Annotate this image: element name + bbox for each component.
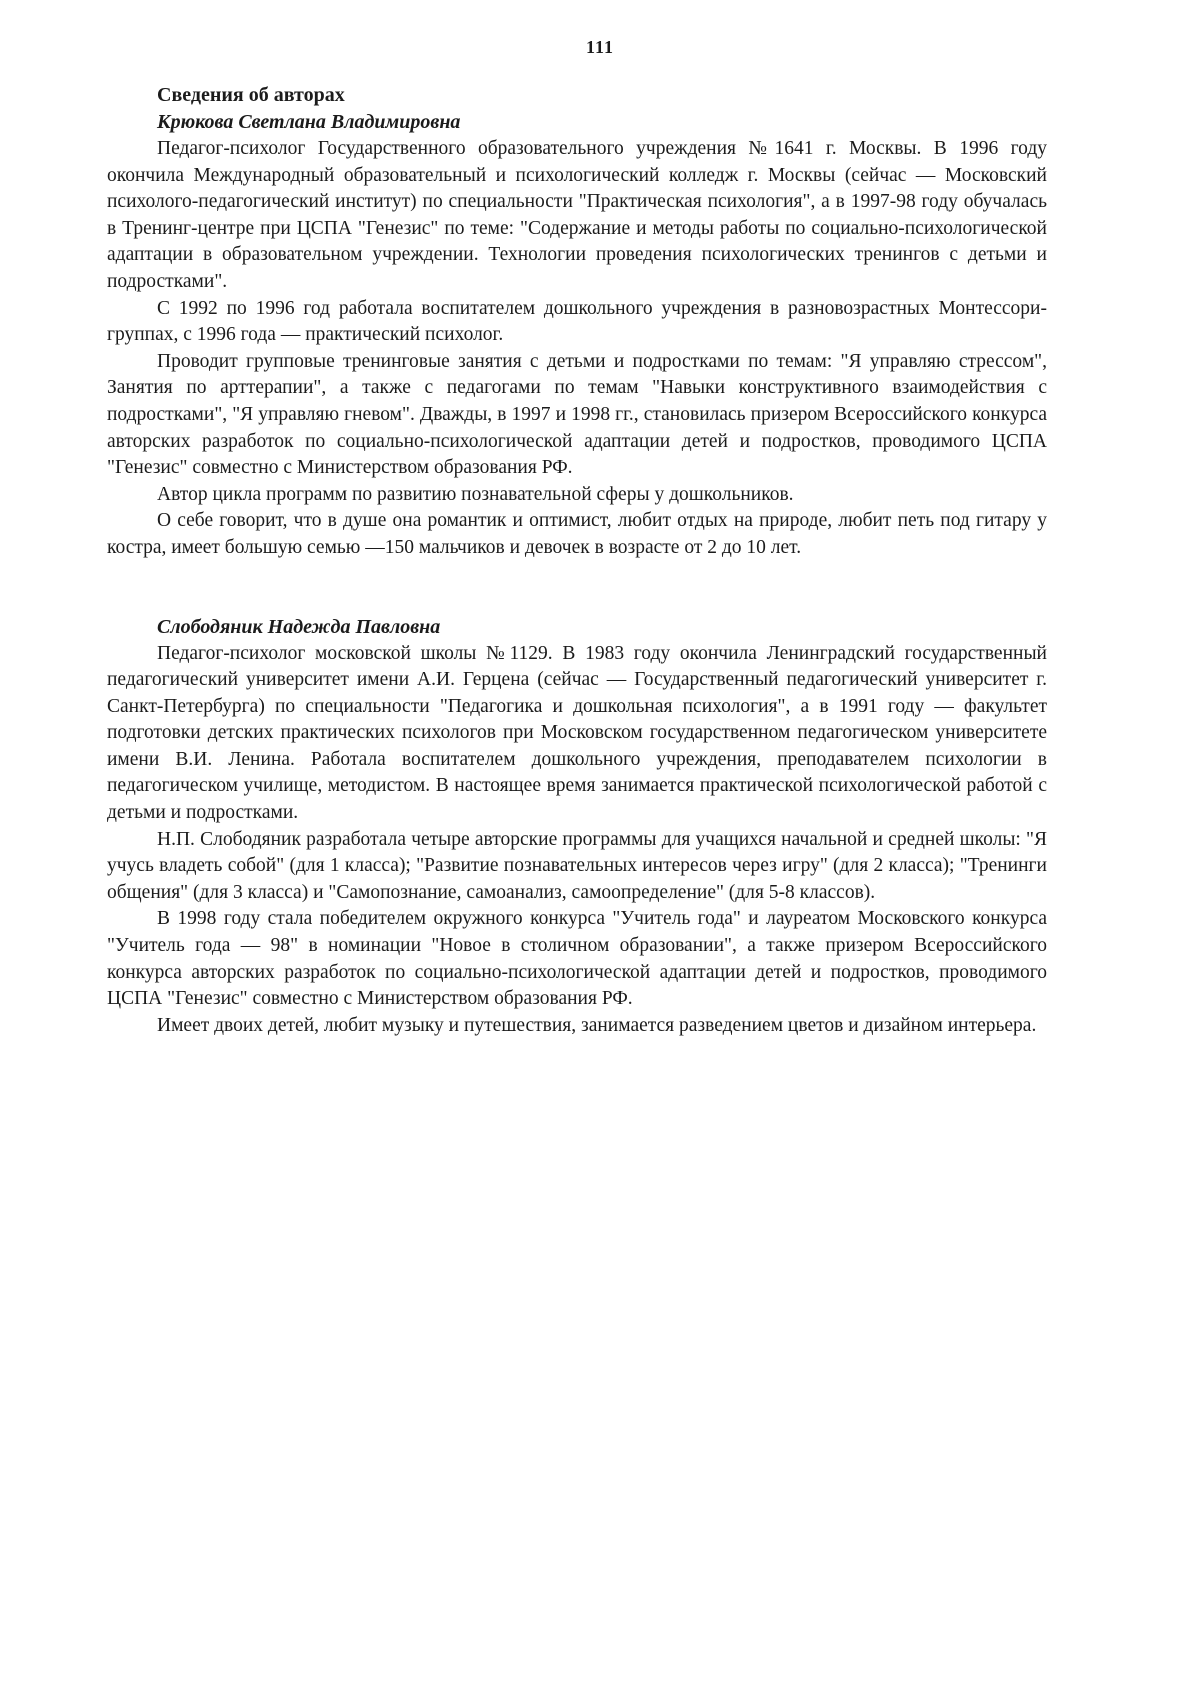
bio-paragraph: Имеет двоих детей, любит музыку и путешествия, занимается разведением цветов и дизайном интерьера. [157, 1014, 1037, 1036]
author-name: Крюкова Светлана Владимировна [157, 111, 461, 133]
bio-paragraph: Автор цикла программ по развитию познавательной сферы у дошкольников. [157, 483, 794, 505]
page-content [107, 82, 1047, 1039]
section-title: Сведения об авторах [157, 84, 345, 106]
page-number: 111 [585, 37, 614, 57]
author-section-kryukova [107, 109, 1047, 562]
bio-paragraph: С 1992 по 1996 год работала воспитателем дошкольного учреждения в разновозрастных Монтессори-группах, с 1996 года — практический психолог. [107, 297, 1047, 346]
author-name: Слободяник Надежда Павловна [157, 615, 441, 638]
bio-paragraph: Проводит групповые тренинговые занятия с детьми и подростками по темам: "Я управляю стрессом", Занятия по арттерапии", а также с педагогами по темам "Навыки конструктивного взаимодействия с подростками", "Я управляю гневом". Дважды, в 1997 и 1998 гг., становилась призером Всероссийского конкурса авторских разработок по социально-психологической адаптации детей и подростков, проводимого ЦСПА "Генезис" совместно с Министерством образования РФ. [107, 350, 1047, 479]
author-section-slobodyanik [107, 614, 1047, 1040]
bio-paragraph: В 1998 году стала победителем окружного конкурса "Учитель года" и лауреатом Московского конкурса "Учитель года — 98" в номинации "Новое в столичном образовании", а также призером Всероссийского конкурса авторских разработок по социально-психологической адаптации детей и подростков, проводимого ЦСПА "Генезис" совместно с Министерством образования РФ. [107, 908, 1047, 1010]
bio-paragraph: Педагог-психолог Государственного образовательного учреждения №1641 г. Москвы. В 1996 году окончила Международный образовательный и психологический колледж г. Москвы (сейчас — Московский психолого-педагогический институт) по специальности "Практическая психология", а в 1997-98 году обучалась в Тренинг-центре при ЦСПА "Генезис" по теме: "Содержание и методы работы по социально-психологической адаптации в образовательном учреждении. Технологии проведения психологических тренингов с детьми и подростками". [107, 138, 1047, 292]
author-bio [107, 641, 1047, 1040]
bio-paragraph: Н.П. Слободяник разработала четыре авторские программы для учащихся начальной и средней школы: "Я учусь владеть собой" (для 1 класса); "Развитие познавательных интересов через игру" (для 2 класса); "Тренинги общения" (для 3 класса) и "Самопознание, самоанализ, самоопределение" (для 5-8 классов). [107, 828, 1047, 903]
author-bio [107, 136, 1047, 562]
bio-paragraph: Педагог-психолог московской школы №1129. В 1983 году окончила Ленинградский государственный педагогический университет имени А.И. Герцена (сейчас — Государственный педагогический университет г. Санкт-Петербурга) по специальности "Педагогика и дошкольная психология", а в 1991 году — факультет подготовки детских практических психологов при Московском государственном педагогическом университете имени В.И. Ленина. Работала воспитателем дошкольного учреждения, преподавателем психологии в педагогическом училище, методистом. В настоящее время занимается практической психологической работой с детьми и подростками. [107, 642, 1047, 824]
bio-paragraph: О себе говорит, что в душе она романтик и оптимист, любит отдых на природе, любит петь под гитару у костра, имеет большую семью —150 мальчиков и девочек в возрасте от 2 до 10 лет. [107, 510, 1047, 558]
